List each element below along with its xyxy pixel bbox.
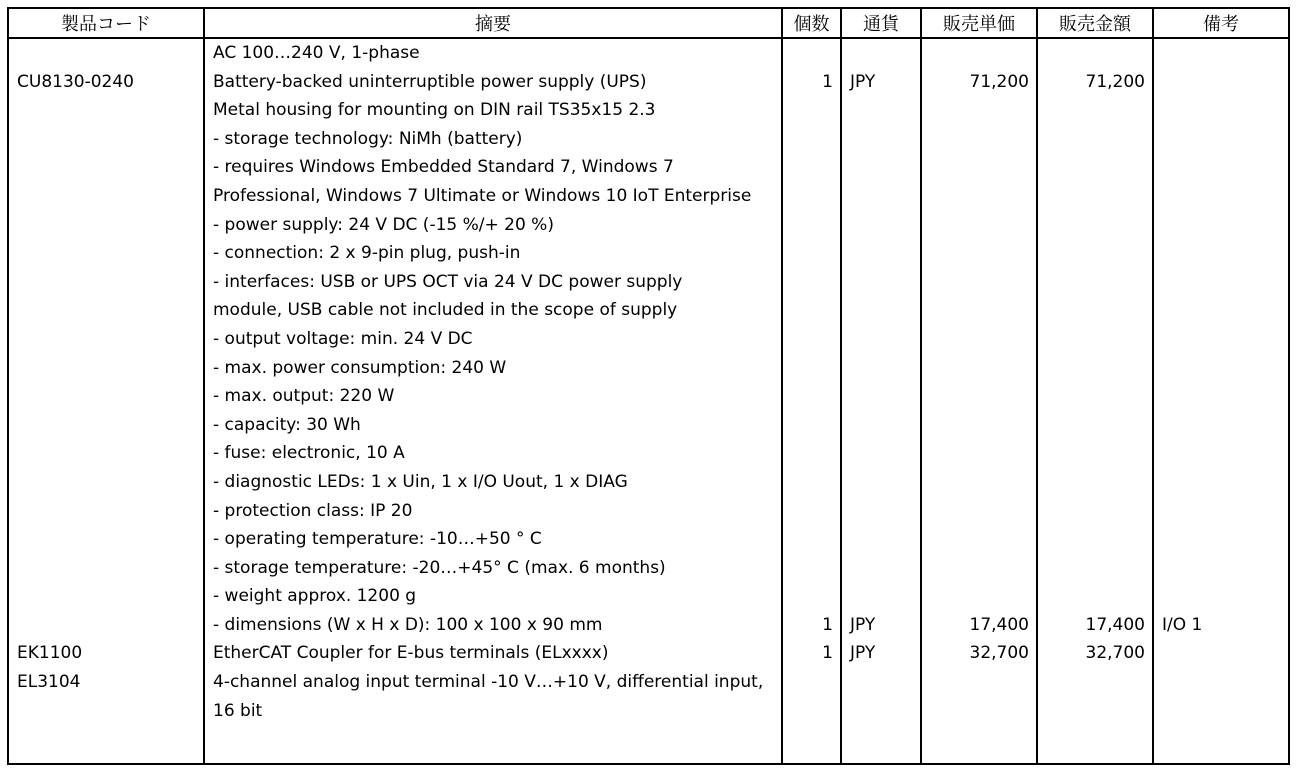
description-line: 4-channel analog input terminal -10 V…+10 V, differential input, xyxy=(213,672,764,693)
description-line: AC 100…240 V, 1-phase xyxy=(213,43,420,63)
remarks-value xyxy=(1154,639,1288,668)
description-line: EtherCAT Coupler for E-bus terminals (ELxxxx) xyxy=(213,643,609,664)
currency-value: JPY xyxy=(850,71,876,92)
remarks-column xyxy=(1153,38,1289,764)
header-description: 摘要 xyxy=(204,8,782,38)
description-line: - output voltage: min. 24 V DC xyxy=(213,328,473,349)
table-body-row xyxy=(8,38,1289,764)
description-line: module, USB cable not included in the scope of supply xyxy=(213,300,678,321)
description-line: - interfaces: USB or UPS OCT via 24 V DC power supply xyxy=(213,271,683,292)
remarks-value: I/O 1 xyxy=(1162,614,1203,635)
product-code: CU8130-0240 xyxy=(17,71,134,92)
unit-price-value: 17,400 xyxy=(969,614,1029,635)
amount-value: 32,700 xyxy=(1085,643,1145,664)
header-currency: 通貨 xyxy=(841,8,921,38)
quantity-value: 1 xyxy=(822,614,833,635)
quantity-column xyxy=(782,38,841,764)
header-quantity: 個数 xyxy=(782,8,841,38)
description-line: Professional, Windows 7 Ultimate or Windows 10 IoT Enterprise xyxy=(213,185,752,206)
currency-value: JPY xyxy=(850,614,876,635)
description-line: - dimensions (W x H x D): 100 x 100 x 90 mm xyxy=(213,614,603,635)
spacer-line xyxy=(9,96,203,125)
description-line: - power supply: 24 V DC (-15 %/+ 20 %) xyxy=(213,214,554,235)
description-line: - fuse: electronic, 10 A xyxy=(213,443,405,464)
remarks-value xyxy=(1154,68,1288,97)
description-line: - max. power consumption: 240 W xyxy=(213,357,507,378)
currency-value: JPY xyxy=(850,643,876,664)
product-code: EK1100 xyxy=(17,643,83,664)
description-line: - diagnostic LEDs: 1 x Uin, 1 x I/O Uout, 1 x DIAG xyxy=(213,471,628,492)
description-line: - protection class: IP 20 xyxy=(213,500,413,521)
description-line: - connection: 2 x 9-pin plug, push-in xyxy=(213,243,521,264)
amount-column xyxy=(1037,38,1153,764)
description-line: Battery-backed uninterruptible power supply (UPS) xyxy=(213,71,647,92)
product-code: EL3104 xyxy=(17,672,81,693)
description-column xyxy=(204,38,782,764)
quotation-table xyxy=(7,7,1290,765)
currency-column xyxy=(841,38,921,764)
description-line: - capacity: 30 Wh xyxy=(213,414,361,435)
amount-value: 17,400 xyxy=(1085,614,1145,635)
description-line: - storage technology: NiMh (battery) xyxy=(213,128,523,149)
description-line: - storage temperature: -20…+45° C (max. 6 months) xyxy=(213,557,666,578)
description-line: Metal housing for mounting on DIN rail TS35x15 2.3 xyxy=(213,100,656,121)
description-line: - max. output: 220 W xyxy=(213,386,395,407)
code-column xyxy=(8,38,204,764)
header-row xyxy=(8,8,1289,38)
description-line: 16 bit xyxy=(213,700,263,721)
unit-price-value: 32,700 xyxy=(969,643,1029,664)
quantity-value: 1 xyxy=(822,71,833,92)
spacer-line xyxy=(9,39,203,68)
description-line: - requires Windows Embedded Standard 7, Windows 7 xyxy=(213,157,674,178)
unit-price-column xyxy=(921,38,1037,764)
description-line: - weight approx. 1200 g xyxy=(213,586,417,607)
amount-value: 71,200 xyxy=(1085,71,1145,92)
header-product-code: 製品コード xyxy=(8,8,204,38)
quantity-value: 1 xyxy=(822,643,833,664)
header-amount: 販売金額 xyxy=(1037,8,1153,38)
header-remarks: 備考 xyxy=(1153,8,1289,38)
unit-price-value: 71,200 xyxy=(969,71,1029,92)
header-unit-price: 販売単価 xyxy=(921,8,1037,38)
description-line: - operating temperature: -10…+50 ° C xyxy=(213,529,542,550)
